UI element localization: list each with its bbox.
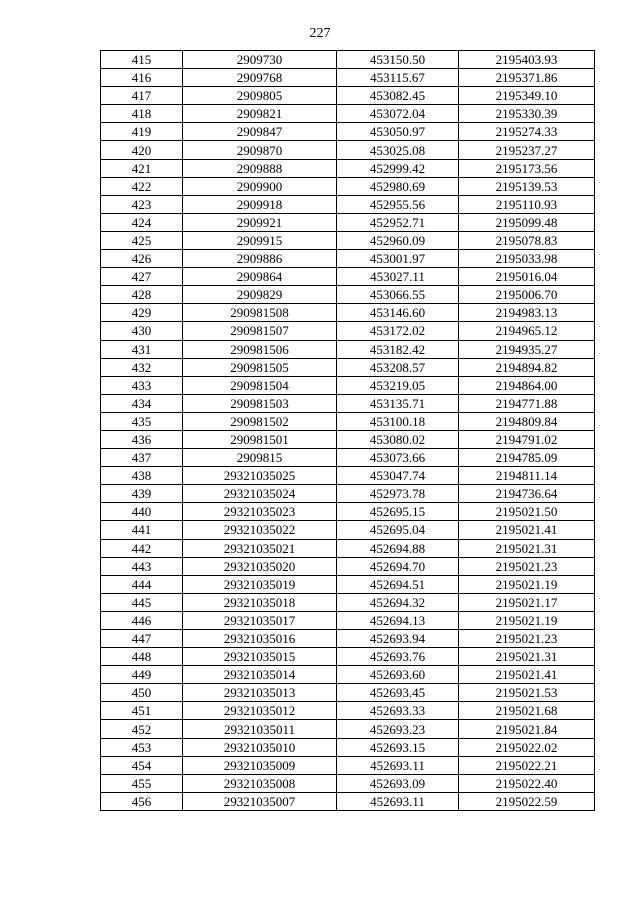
x-coordinate-cell: 452694.32 [337, 593, 459, 611]
table-row [101, 611, 595, 629]
x-coordinate-cell: 452693.45 [337, 684, 459, 702]
table-row [101, 702, 595, 720]
table-row [101, 467, 595, 485]
y-coordinate-cell: 2194809.84 [459, 412, 595, 430]
y-coordinate-cell: 2194935.27 [459, 340, 595, 358]
point-id-cell: 29321035021 [183, 539, 337, 557]
point-id-cell: 290981504 [183, 376, 337, 394]
point-number-cell: 418 [101, 105, 183, 123]
point-id-cell: 290981505 [183, 358, 337, 376]
table-row [101, 231, 595, 249]
point-number-cell: 433 [101, 376, 183, 394]
point-id-cell: 29321035015 [183, 648, 337, 666]
point-id-cell: 2909805 [183, 87, 337, 105]
table-row [101, 286, 595, 304]
point-number-cell: 416 [101, 69, 183, 87]
point-number-cell: 426 [101, 250, 183, 268]
y-coordinate-cell: 2195021.68 [459, 702, 595, 720]
point-number-cell: 429 [101, 304, 183, 322]
y-coordinate-cell: 2195403.93 [459, 51, 595, 69]
point-number-cell: 422 [101, 177, 183, 195]
point-id-cell: 2909870 [183, 141, 337, 159]
table-row [101, 87, 595, 105]
table-row [101, 539, 595, 557]
point-id-cell: 29321035022 [183, 521, 337, 539]
x-coordinate-cell: 452693.94 [337, 630, 459, 648]
point-number-cell: 430 [101, 322, 183, 340]
point-id-cell: 29321035017 [183, 611, 337, 629]
table-row [101, 449, 595, 467]
point-number-cell: 449 [101, 666, 183, 684]
point-number-cell: 420 [101, 141, 183, 159]
point-number-cell: 442 [101, 539, 183, 557]
y-coordinate-cell: 2195021.41 [459, 521, 595, 539]
x-coordinate-cell: 453100.18 [337, 412, 459, 430]
y-coordinate-cell: 2195022.59 [459, 792, 595, 810]
x-coordinate-cell: 452999.42 [337, 159, 459, 177]
x-coordinate-cell: 452980.69 [337, 177, 459, 195]
x-coordinate-cell: 453172.02 [337, 322, 459, 340]
y-coordinate-cell: 2195021.53 [459, 684, 595, 702]
point-number-cell: 436 [101, 430, 183, 448]
point-number-cell: 415 [101, 51, 183, 69]
x-coordinate-cell: 453182.42 [337, 340, 459, 358]
x-coordinate-cell: 453082.45 [337, 87, 459, 105]
point-id-cell: 2909921 [183, 213, 337, 231]
point-number-cell: 431 [101, 340, 183, 358]
y-coordinate-cell: 2195016.04 [459, 268, 595, 286]
point-number-cell: 424 [101, 213, 183, 231]
point-number-cell: 456 [101, 792, 183, 810]
point-number-cell: 423 [101, 195, 183, 213]
table-row [101, 774, 595, 792]
table-row [101, 593, 595, 611]
x-coordinate-cell: 453208.57 [337, 358, 459, 376]
x-coordinate-cell: 452694.51 [337, 575, 459, 593]
point-number-cell: 447 [101, 630, 183, 648]
x-coordinate-cell: 453219.05 [337, 376, 459, 394]
y-coordinate-cell: 2194771.88 [459, 394, 595, 412]
point-id-cell: 2909768 [183, 69, 337, 87]
point-id-cell: 290981501 [183, 430, 337, 448]
point-id-cell: 29321035016 [183, 630, 337, 648]
y-coordinate-cell: 2194791.02 [459, 430, 595, 448]
table-row [101, 123, 595, 141]
point-id-cell: 29321035025 [183, 467, 337, 485]
y-coordinate-cell: 2195021.23 [459, 630, 595, 648]
y-coordinate-cell: 2195173.56 [459, 159, 595, 177]
y-coordinate-cell: 2195078.83 [459, 231, 595, 249]
table-row [101, 340, 595, 358]
table-row [101, 105, 595, 123]
point-number-cell: 419 [101, 123, 183, 141]
point-number-cell: 446 [101, 611, 183, 629]
point-id-cell: 2909847 [183, 123, 337, 141]
y-coordinate-cell: 2195021.23 [459, 557, 595, 575]
coordinates-table-body [101, 51, 595, 811]
point-id-cell: 2909900 [183, 177, 337, 195]
point-number-cell: 435 [101, 412, 183, 430]
point-id-cell: 29321035010 [183, 738, 337, 756]
point-id-cell: 290981506 [183, 340, 337, 358]
table-row [101, 159, 595, 177]
point-id-cell: 29321035020 [183, 557, 337, 575]
x-coordinate-cell: 453080.02 [337, 430, 459, 448]
y-coordinate-cell: 2195022.21 [459, 756, 595, 774]
point-number-cell: 451 [101, 702, 183, 720]
y-coordinate-cell: 2195022.02 [459, 738, 595, 756]
point-number-cell: 450 [101, 684, 183, 702]
y-coordinate-cell: 2194983.13 [459, 304, 595, 322]
x-coordinate-cell: 453050.97 [337, 123, 459, 141]
table-row [101, 648, 595, 666]
point-id-cell: 2909829 [183, 286, 337, 304]
x-coordinate-cell: 452693.33 [337, 702, 459, 720]
point-number-cell: 428 [101, 286, 183, 304]
x-coordinate-cell: 452693.76 [337, 648, 459, 666]
point-number-cell: 454 [101, 756, 183, 774]
point-number-cell: 440 [101, 503, 183, 521]
point-id-cell: 290981502 [183, 412, 337, 430]
table-row [101, 792, 595, 810]
point-number-cell: 443 [101, 557, 183, 575]
point-id-cell: 290981507 [183, 322, 337, 340]
page-number: 227 [309, 26, 331, 41]
table-row [101, 250, 595, 268]
y-coordinate-cell: 2195006.70 [459, 286, 595, 304]
point-number-cell: 439 [101, 485, 183, 503]
point-id-cell: 29321035023 [183, 503, 337, 521]
point-number-cell: 453 [101, 738, 183, 756]
x-coordinate-cell: 453150.50 [337, 51, 459, 69]
table-row [101, 666, 595, 684]
table-row [101, 756, 595, 774]
table-row [101, 503, 595, 521]
y-coordinate-cell: 2195033.98 [459, 250, 595, 268]
y-coordinate-cell: 2195099.48 [459, 213, 595, 231]
x-coordinate-cell: 452960.09 [337, 231, 459, 249]
x-coordinate-cell: 453073.66 [337, 449, 459, 467]
y-coordinate-cell: 2195021.31 [459, 648, 595, 666]
x-coordinate-cell: 452693.11 [337, 792, 459, 810]
point-id-cell: 29321035024 [183, 485, 337, 503]
y-coordinate-cell: 2195021.31 [459, 539, 595, 557]
point-number-cell: 448 [101, 648, 183, 666]
point-id-cell: 29321035008 [183, 774, 337, 792]
point-id-cell: 2909886 [183, 250, 337, 268]
x-coordinate-cell: 452693.23 [337, 720, 459, 738]
point-id-cell: 29321035009 [183, 756, 337, 774]
x-coordinate-cell: 453025.08 [337, 141, 459, 159]
table-row [101, 51, 595, 69]
point-id-cell: 29321035013 [183, 684, 337, 702]
y-coordinate-cell: 2195274.33 [459, 123, 595, 141]
point-number-cell: 417 [101, 87, 183, 105]
table-row [101, 412, 595, 430]
y-coordinate-cell: 2195021.41 [459, 666, 595, 684]
point-number-cell: 432 [101, 358, 183, 376]
table-row [101, 213, 595, 231]
point-id-cell: 2909864 [183, 268, 337, 286]
point-id-cell: 29321035018 [183, 593, 337, 611]
x-coordinate-cell: 452694.13 [337, 611, 459, 629]
table-row [101, 69, 595, 87]
point-id-cell: 2909888 [183, 159, 337, 177]
table-row [101, 738, 595, 756]
point-number-cell: 444 [101, 575, 183, 593]
table-row [101, 557, 595, 575]
x-coordinate-cell: 452693.11 [337, 756, 459, 774]
y-coordinate-cell: 2194785.09 [459, 449, 595, 467]
table-row [101, 177, 595, 195]
x-coordinate-cell: 453066.55 [337, 286, 459, 304]
y-coordinate-cell: 2195021.84 [459, 720, 595, 738]
point-id-cell: 2909918 [183, 195, 337, 213]
point-id-cell: 2909821 [183, 105, 337, 123]
x-coordinate-cell: 452693.09 [337, 774, 459, 792]
y-coordinate-cell: 2194736.64 [459, 485, 595, 503]
point-number-cell: 434 [101, 394, 183, 412]
y-coordinate-cell: 2195371.86 [459, 69, 595, 87]
table-row [101, 195, 595, 213]
point-number-cell: 452 [101, 720, 183, 738]
table-row [101, 684, 595, 702]
y-coordinate-cell: 2195237.27 [459, 141, 595, 159]
point-number-cell: 438 [101, 467, 183, 485]
x-coordinate-cell: 452694.88 [337, 539, 459, 557]
y-coordinate-cell: 2194864.00 [459, 376, 595, 394]
table-row [101, 304, 595, 322]
x-coordinate-cell: 452955.56 [337, 195, 459, 213]
y-coordinate-cell: 2195349.10 [459, 87, 595, 105]
table-row [101, 268, 595, 286]
table-row [101, 485, 595, 503]
x-coordinate-cell: 453146.60 [337, 304, 459, 322]
y-coordinate-cell: 2195021.50 [459, 503, 595, 521]
point-id-cell: 29321035011 [183, 720, 337, 738]
x-coordinate-cell: 452694.70 [337, 557, 459, 575]
point-number-cell: 421 [101, 159, 183, 177]
y-coordinate-cell: 2194965.12 [459, 322, 595, 340]
point-number-cell: 427 [101, 268, 183, 286]
x-coordinate-cell: 452693.60 [337, 666, 459, 684]
coordinates-table [100, 50, 595, 811]
table-row [101, 376, 595, 394]
point-number-cell: 455 [101, 774, 183, 792]
point-number-cell: 441 [101, 521, 183, 539]
point-id-cell: 29321035014 [183, 666, 337, 684]
table-row [101, 430, 595, 448]
point-id-cell: 290981508 [183, 304, 337, 322]
x-coordinate-cell: 452973.78 [337, 485, 459, 503]
y-coordinate-cell: 2195021.19 [459, 611, 595, 629]
x-coordinate-cell: 452952.71 [337, 213, 459, 231]
table-row [101, 322, 595, 340]
point-id-cell: 2909730 [183, 51, 337, 69]
y-coordinate-cell: 2194811.14 [459, 467, 595, 485]
y-coordinate-cell: 2195022.40 [459, 774, 595, 792]
x-coordinate-cell: 453047.74 [337, 467, 459, 485]
x-coordinate-cell: 452693.15 [337, 738, 459, 756]
table-row [101, 630, 595, 648]
point-id-cell: 2909915 [183, 231, 337, 249]
x-coordinate-cell: 453072.04 [337, 105, 459, 123]
table-row [101, 521, 595, 539]
point-id-cell: 29321035007 [183, 792, 337, 810]
y-coordinate-cell: 2195139.53 [459, 177, 595, 195]
point-id-cell: 2909815 [183, 449, 337, 467]
table-row [101, 575, 595, 593]
y-coordinate-cell: 2195021.19 [459, 575, 595, 593]
x-coordinate-cell: 452695.04 [337, 521, 459, 539]
x-coordinate-cell: 453027.11 [337, 268, 459, 286]
point-number-cell: 437 [101, 449, 183, 467]
table-row [101, 141, 595, 159]
y-coordinate-cell: 2195110.93 [459, 195, 595, 213]
y-coordinate-cell: 2195330.39 [459, 105, 595, 123]
x-coordinate-cell: 452695.15 [337, 503, 459, 521]
x-coordinate-cell: 453001.97 [337, 250, 459, 268]
point-id-cell: 29321035019 [183, 575, 337, 593]
table-row [101, 358, 595, 376]
y-coordinate-cell: 2194894.82 [459, 358, 595, 376]
x-coordinate-cell: 453115.67 [337, 69, 459, 87]
table-row [101, 394, 595, 412]
point-id-cell: 29321035012 [183, 702, 337, 720]
x-coordinate-cell: 453135.71 [337, 394, 459, 412]
point-number-cell: 425 [101, 231, 183, 249]
table-row [101, 720, 595, 738]
y-coordinate-cell: 2195021.17 [459, 593, 595, 611]
point-id-cell: 290981503 [183, 394, 337, 412]
point-number-cell: 445 [101, 593, 183, 611]
